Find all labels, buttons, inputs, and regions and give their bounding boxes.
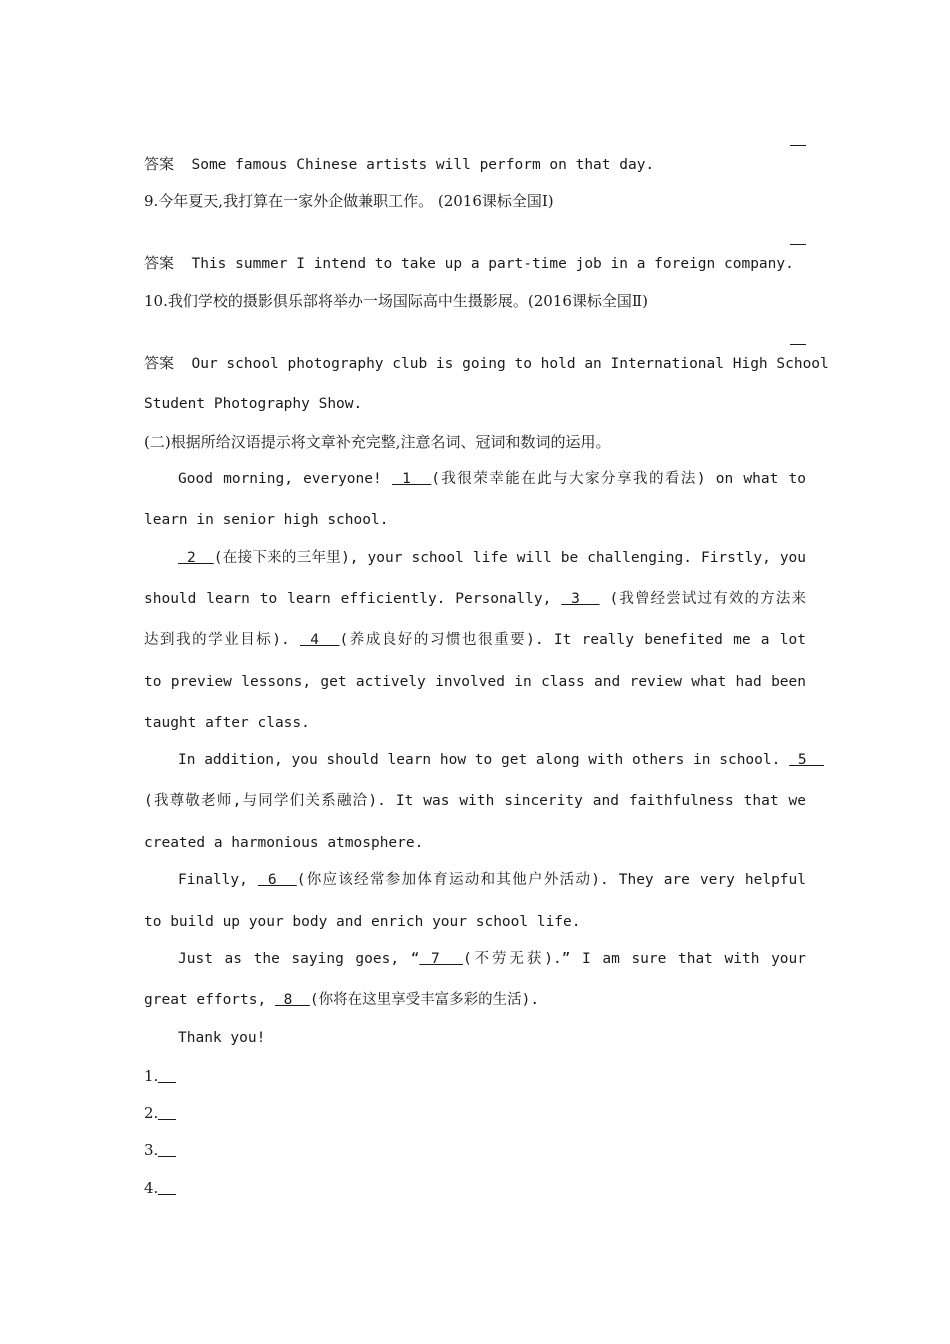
answer-label: 答案 <box>144 155 175 173</box>
passage-line: Finally, 6 (你应该经常参加体育运动和其他户外活动). They are very helpful <box>178 872 806 888</box>
q9-answer-line <box>144 253 806 274</box>
q9-answer: This summer I intend to take up a part-time job in a foreign company. <box>191 256 794 272</box>
answer-item: 1. <box>144 1066 806 1086</box>
passage-line: to preview lessons, get actively involved in class and review what had been <box>144 674 806 690</box>
answer-rule <box>790 145 806 146</box>
q8-answer-line <box>144 154 806 175</box>
answer-label: 答案 <box>144 254 175 272</box>
blank-1: 1 <box>391 471 432 487</box>
answer-item: 2. <box>144 1103 806 1123</box>
answer-blank <box>158 1105 176 1120</box>
blank-8: 8 <box>274 992 310 1008</box>
answer-rule <box>790 344 806 345</box>
passage-line: 达到我的学业目标). 4 (养成良好的习惯也很重要). It really benefited me a lot <box>144 632 806 648</box>
answer-blank <box>158 1068 176 1083</box>
answer-blank <box>158 1142 176 1157</box>
answer-rule <box>790 244 806 245</box>
q10-answer-1: Our school photography club is going to hold an International High School <box>191 356 829 372</box>
answer-blank <box>158 1180 176 1195</box>
blank-4: 4 <box>300 632 340 648</box>
q10-prompt: 10.我们学校的摄影俱乐部将举办一场国际高中生摄影展。(2016课标全国Ⅱ) <box>144 292 648 310</box>
answer-label: 答案 <box>144 354 175 372</box>
passage-closing: Thank you! <box>178 1030 266 1046</box>
passage-line: 2 (在接下来的三年里), your school life will be challenging. Firstly, you <box>178 550 807 566</box>
blank-5: 5 <box>789 752 825 768</box>
answer-item: 3. <box>144 1140 806 1160</box>
q9-prompt: 9.今年夏天,我打算在一家外企做兼职工作。 (2016课标全国Ⅰ) <box>144 192 554 210</box>
section-title: (二)根据所给汉语提示将文章补充完整,注意名词、冠词和数词的运用。 <box>144 433 611 451</box>
passage-line: learn in senior high school. <box>144 512 389 528</box>
q10-answer-line-2: Student Photography Show. <box>144 396 363 412</box>
blank-6: 6 <box>257 872 297 888</box>
passage-line: taught after class. <box>144 715 310 731</box>
passage-line: great efforts, 8 (你将在这里享受丰富多彩的生活). <box>144 992 540 1008</box>
passage-line: to build up your body and enrich your school life. <box>144 914 581 930</box>
passage-line: In addition, you should learn how to get along with others in school. 5 <box>178 752 825 768</box>
q8-answer: Some famous Chinese artists will perform on that day. <box>191 157 655 173</box>
passage-line: created a harmonious atmosphere. <box>144 835 424 851</box>
answer-item: 4. <box>144 1178 806 1198</box>
passage-line: Good morning, everyone! 1 (我很荣幸能在此与大家分享我的看法) on what to <box>178 471 806 487</box>
passage-line: (我尊敬老师,与同学们关系融洽). It was with sincerity and faithfulness that we <box>144 793 806 809</box>
blank-2: 2 <box>178 550 214 566</box>
blank-3: 3 <box>561 591 600 607</box>
passage-line: should learn to learn efficiently. Personally, 3 (我曾经尝试过有效的方法来 <box>144 591 806 607</box>
q10-answer-line-1 <box>144 353 829 374</box>
blank-7: 7 <box>419 951 464 967</box>
passage-line: Just as the saying goes, “ 7 (不劳无获).” I am sure that with your <box>178 951 806 967</box>
